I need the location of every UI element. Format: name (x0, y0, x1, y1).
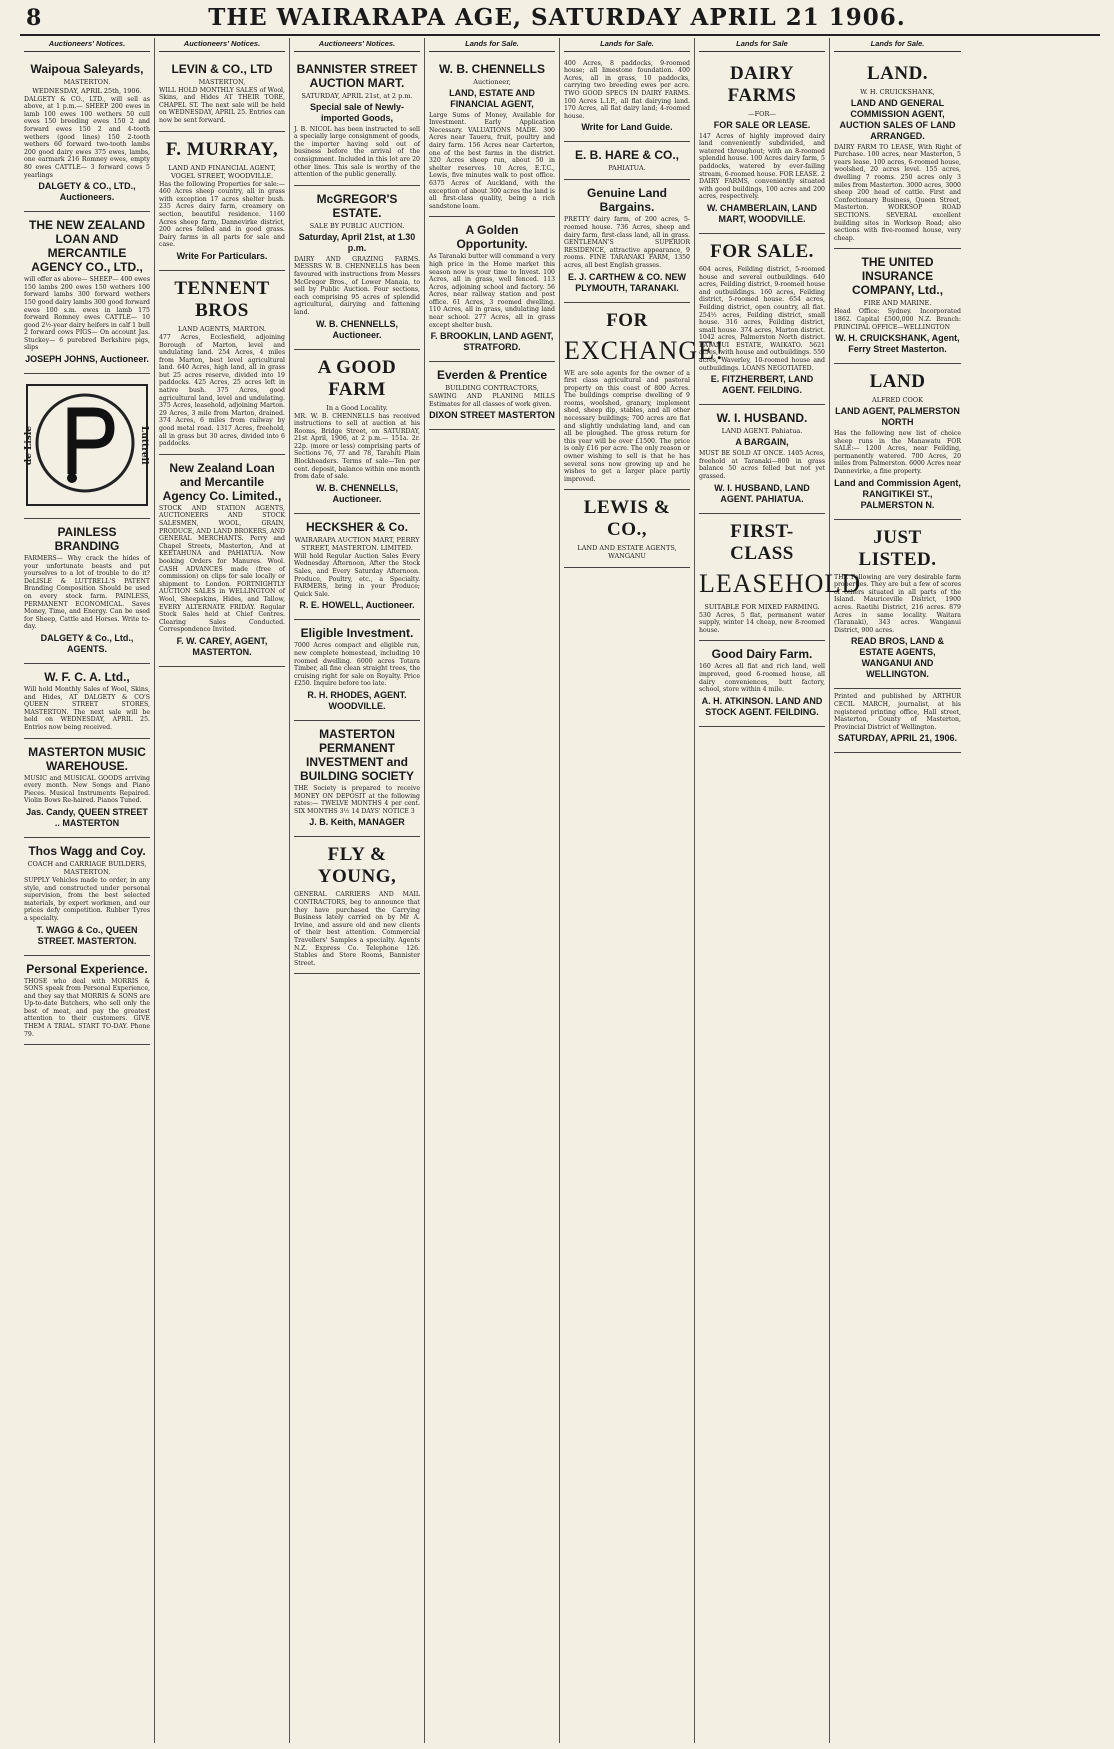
advertisement (24, 519, 150, 664)
ad-signoff: E. FITZHERBERT, LAND AGENT. FEILDING. (710, 374, 814, 396)
ad-body: DAIRY FARM TO LEASE, With Right of Purchase. 100 acres, near Masterton, 5 years lease. 100 acres, 6-roomed house, woolshed, 20 acres level. 155 acres, dwelling 7 rooms. 250 acres only 3 miles from Masterton. 3000 acres, 3000 sheep 200 head of cattle. First and Confectionary Business, Queen Street, Masterton. WORKSOP ROAD SECTIONS. SEVERAL excellent building sites in Worksop Road; also sections with five-roomed house, very cheap. (834, 143, 961, 242)
column-4 (425, 38, 560, 1743)
ad-body: Large Sums of Money, Available for Investment. Early Application Necessary. VALUATIONS MADE. 300 Acres near Taueru, fruit, poultry and dairy farm. 156 Acres near Carterton, one of the best farms in the district. 320 Acres sheep run, about 50 in shelter reserves. 10 Acres, E.T.C., Lewis, five minutes walk to post office. 6375 Acres of Auckland, with the exception of about 300 acres the land is all first-class quality, being a rich sandstone loam. (429, 111, 555, 210)
column-3 (290, 38, 425, 1743)
advertisement (834, 520, 961, 690)
ad-heading: F. MURRAY, (165, 138, 279, 160)
ad-heading: MASTERTON PERMANENT INVESTMENT and BUILDING SOCIETY (299, 726, 414, 783)
ad-body: 400 Acres, 8 paddocks, 9-roomed house; all limestone foundation. 400 Acres, all in grass, 10 paddocks, carrying two breeding ewes per acre. TWO GOOD SPECS IN DAIRY FARMS. 100 Acres L.I.P., all flat dairying land. 170 Acres, all flat dairy land; 4-roomed house. (564, 59, 690, 120)
column-1 (20, 38, 155, 1743)
column-header: Lands for Sale. (834, 38, 961, 52)
ad-signoff: Land and Commission Agent, RANGITIKEI ST., PALMERSTON N. (834, 477, 961, 510)
ad-subheading: MASTERTON. (63, 77, 111, 86)
advertisement (699, 641, 825, 726)
ad-signoff: W. CHAMBERLAIN, LAND MART, WOODVILLE. (707, 202, 817, 224)
ad-body: MR. W. B. CHENNELLS has received instructions to sell at auction at his Rooms, Bridge Street, on SATURDAY, 21st April, 1906, at 2 p.m.— 151a. 2r. 22p. (more or less) comprising parts of Sections 76, 77 and 78, Tarahiti Plain Blockheaders. Terms of sale—Ten per cent. deposit, balance within one month from date of sale. (294, 412, 420, 481)
ad-signoff: Write For Particulars. (176, 250, 268, 261)
advertisement (24, 838, 150, 956)
ad-subheading-secondary: A BARGAIN, (735, 437, 789, 448)
ad-body: PRETTY dairy farm, of 200 acres, 5-roomed house. 736 Acres, sheep and dairy farm, first-class land, all in grass. GENTLEMAN'S SUPERIOR RESIDENCE, attractive appearance, 9 rooms. FINE TARANAKI FARM, 1350 acres, all best English grasses. (564, 216, 690, 269)
advertisement (24, 212, 150, 374)
ad-body: THE Society is prepared to receive MONEY ON DEPOSIT at the following rates:— TWELVE MONTHS 4 per cent. SIX MONTHS 3½ 14 DAYS' NOTICE 3 (294, 784, 420, 815)
ad-subheading: LAND AGENTS, MARTON. (177, 324, 267, 333)
ad-signoff: A. H. ATKINSON. LAND AND STOCK AGENT. FEILDING. (701, 695, 823, 717)
ad-heading: New Zealand Loan and Mercantile Agency Co. Limited., (162, 460, 282, 503)
ad-heading: LAND. (866, 62, 929, 84)
ad-signoff: W. B. CHENNELLS, Auctioneer. (315, 318, 398, 340)
column-header: Lands for Sale (699, 38, 825, 52)
ad-subheading: MASTERTON, (198, 77, 246, 86)
ad-signoff: W. B. CHENNELLS, Auctioneer. (315, 482, 398, 504)
ad-body: Will hold Regular Auction Sales Every Wednesday Afternoon, After the Stock Sales, and Every Saturday Afternoon. Produce, Poultry, etc., a Specialty. FARMERS, bring in your Produce; Quick Sale. (294, 552, 420, 598)
advertisement (294, 350, 420, 514)
ad-heading: Personal Experience. (26, 961, 148, 976)
ad-heading: LAND (869, 371, 926, 393)
ad-body: STOCK AND STATION AGENTS, AUCTIONEERS AND STOCK SALESMEN, WOOL, GRAIN, PRODUCE, AND LAND BROKERS, AND GENERAL MERCHANTS. Perry and Chapel Streets, Masterton, And at KEETAHUNA and PAHIATUA. Now booking Orders for Manures. Wool. CASH ADVANCES made (free of commission) on clips for sale locally or shipment to London. FORTNIGHTLY AUCTION SALES in WELLINGTON of Wool, Sheepskins, Hides, and Tallow, EVERY ALTERNATE FRIDAY. Regular Stock Sales held at Chief Centres. Clearing Sales Conducted. Correspondence Invited. (159, 504, 285, 634)
ad-heading: TENNENT BROS (174, 277, 270, 321)
ad-signoff: Jas. Candy, QUEEN STREET .. MASTERTON (26, 806, 148, 828)
ad-heading: HECKSHER & Co. (305, 519, 408, 534)
ad-body: Has the following Properties for sale:— 460 Acres sheep country, all in grass with exception 17 acres shelter bush. 235 Acres dairy farm, creamery on section, beautiful residence. 1160 Acres sheep farm, Dannevirke district, 200 acres felled and in good grass. Dairy farms in all parts for sale and case. (159, 180, 285, 249)
ad-heading: THE UNITED INSURANCE COMPANY, Ltd., (851, 255, 944, 298)
ad-subheading: Auctioneer, (473, 77, 511, 86)
ad-display-text: LEASEHOLD (699, 568, 862, 598)
advertisement (24, 374, 150, 519)
ad-heading: W. I. HUSBAND. (716, 411, 808, 426)
ad-signoff: W. I. HUSBAND, LAND AGENT. PAHIATUA. (714, 482, 810, 504)
ad-body: WE are sole agents for the owner of a first class agricultural and pastoral property on this coast of 800 Acres. The buildings comprise dwelling of 9 rooms, woolshed, granary, implement shed, sheep dip, stables, and all other necessary buildings; 700 acres are flat and slightly undulating land, and can all be ploughed. The gross return for this year will be over £1500. The price is only £16 per acre. The only reason or owner wishing to sell is that he has several sons now growing up and he wishes to get a larger place partly improved. (564, 369, 690, 483)
ad-subheading: SUITABLE FOR MIXED FARMING. (704, 602, 820, 611)
ad-signoff: F. BROOKLIN, LAND AGENT, STRATFORD. (430, 331, 554, 353)
advertisement (294, 514, 420, 621)
column-header: Auctioneers' Notices. (24, 38, 150, 52)
column-header: Lands for Sale. (429, 38, 555, 52)
ad-body: GENERAL CARRIERS AND MAIL CONTRACTORS, beg to announce that they have purchased the Carrying Business lately carried on by Mr A. Irvine, and assure old and new clients of their best attention. Commercial Travellers' Samples a specialty. Agents N.Z. Express Co. Telephone 126. Stables and Store Rooms, Bannister Street. (294, 891, 420, 967)
ad-subheading: In a Good Locality. (326, 403, 388, 412)
ad-heading: A GOOD FARM (317, 356, 397, 400)
advertisement (159, 455, 285, 667)
ad-body: 530 Acres, 5 flat, permanent water supply, winter 14 cheap, new 8-roomed house. (699, 611, 825, 634)
ad-body: DALGETY & CO., LTD., will sell as above, at 1 p.m.— SHEEP 200 ewes in lamb 100 ewes 100 wethers 50 cull ewes 150 breeding ewes 150 2 and forward ewes 150 2 and 4-tooth wethers (good lines) 150 2-tooth wethers 60 forward two-tooth lambs 200 good dairy ewes 375 ewes, lambs, one earmark 216 Romney ewes, empty 80 ewes CATTLE— 3 forward cows 5 yearlings (24, 95, 150, 179)
advertisement (159, 56, 285, 132)
advertisement (294, 56, 420, 186)
ad-subheading-secondary: Special sale of Newly-imported Goods, (309, 101, 405, 123)
ad-signoff: J. B. Keith, MANAGER (309, 817, 405, 828)
ad-subheading-secondary: LAND AGENT, PALMERSTON NORTH (835, 406, 960, 428)
advertisement (834, 364, 961, 520)
ad-subheading-secondary: LAND, ESTATE AND FINANCIAL AGENT, (449, 87, 535, 109)
advertisement (564, 56, 690, 143)
advertisement (429, 56, 555, 218)
advertisement (294, 620, 420, 721)
ad-heading: PAINLESS BRANDING (54, 525, 120, 554)
ad-signoff: E. J. CARTHEW & CO. NEW PLYMOUTH, TARANAKI. (567, 271, 686, 293)
ad-signoff: F. W. CAREY, AGENT, MASTERTON. (176, 635, 268, 657)
advertisement (699, 514, 862, 642)
advertisement (429, 362, 555, 430)
ad-body: SAWING AND PLANING MILLS Estimates for all classes of work given. (429, 393, 555, 408)
ad-subheading-secondary: FOR SALE OR LEASE. (713, 119, 811, 130)
ad-heading: W. B. CHENNELLS (438, 61, 545, 76)
brand-p-icon (24, 386, 142, 500)
ad-subheading: SALE BY PUBLIC AUCTION. (309, 221, 405, 230)
ad-signoff: Write for Land Guide. (581, 122, 673, 133)
ad-body: THOSE who deal with MORRIS & SONS speak from Personal Experience, and they say that MORRIS & SONS are Up-to-date Butchers, who sell only the best of meat, and pay the greatest attention to their customers. GIVE THEM A TRIAL. START TO-DAY. Phone 79. (24, 977, 150, 1038)
columns-container (20, 38, 1100, 1743)
column-header: Auctioneers' Notices. (294, 38, 420, 52)
ad-body: MUST BE SOLD AT ONCE. 1405 Acres, freehold at Taranaki—800 in grass balance 50 acres felled but not yet grassed. (699, 450, 825, 481)
ad-body: FARMERS— Why crack the hides of your unfortunate beasts and put yourselves to a lot of trouble to do it? DeLISLE & LUTTRELL'S PATENT Branding Composition Should be used on every stock farm. PAINLESS, PERMANENT ECONOMICAL. Saves Money, Time, and Energy. Can be used for Sheep, Cattle and Horses. Write to-day. (24, 555, 150, 631)
brand-left-text: de Lisle (24, 426, 34, 466)
ad-heading: FOR (606, 309, 648, 331)
ad-heading: LEWIS & CO., (583, 497, 671, 541)
ad-heading: FIRST-CLASS (730, 520, 794, 564)
ad-subheading: SATURDAY, APRIL 21st, at 2 p.m. (301, 91, 413, 100)
brand-right-text: Luttrell (139, 426, 149, 465)
ad-body: J. B. NICOL has been instructed to sell a specially large consignment of goods, the importer having sold out of business before the arrival of the consignment. Included in this lot are 20 other lines. This sale is worthy of the attention of the public generally. (294, 125, 420, 179)
column-header: Auctioneers' Notices. (159, 38, 285, 52)
ad-body: DAIRY AND GRAZING FARMS. MESSRS W. B. CHENNELLS has been favoured with instructions from Messrs McGregor Bros., of Lower Manaia, to sell by Public Auction. Four sections, each comprising 95 acres of splendid agricultural, dairying and fattening land. (294, 255, 420, 316)
advertisement (699, 405, 825, 513)
ad-heading: BANNISTER STREET AUCTION MART. (296, 61, 418, 90)
advertisement (24, 956, 150, 1046)
advertisement (294, 837, 420, 974)
ad-subheading-secondary: LAND AND GENERAL COMMISSION AGENT, AUCTION SALES OF LAND ARRANGED. (839, 97, 956, 141)
ad-heading: W. F. C. A. Ltd., (44, 670, 130, 684)
page-number: 8 (26, 5, 42, 31)
ad-signoff: DALGETY & CO., LTD., Auctioneers. (38, 181, 136, 203)
masthead-rule (20, 34, 1100, 36)
advertisement (834, 249, 961, 364)
newspaper-title: THE WAIRARAPA AGE, SATURDAY APRIL 21 1906. (208, 4, 906, 31)
advertisement (564, 142, 690, 180)
ad-heading: E. B. HARE & CO., (574, 148, 679, 163)
ad-body: WILL HOLD MONTHLY SALES of Wool, Skins, and Hides AT THEIR TORE, CHAPEL ST. The next sale will be held on WEDNESDAY, APRIL 25. Entries can now be sent forward. (159, 86, 285, 124)
column-header: Lands for Sale. (564, 38, 690, 52)
ad-heading: A Golden Opportunity. (456, 223, 528, 252)
column-2 (155, 38, 290, 1743)
ad-body: Head Office: Sydney. Incorporated 1862. Capital £500,000 N.Z. Branch: PRINCIPAL OFFICE—WELLINGTON (834, 308, 961, 331)
ad-subheading: PAHIATUA. (608, 164, 646, 173)
ad-signoff: DALGETY & Co., Ltd., AGENTS. (40, 633, 134, 654)
ad-body: 7000 Acres compact and eligible run, new complete homestead, including 10 roomed dwelling. 6000 acres Totara Timber, all fine clean straight trees, the cruising right for sale on Royalty. Price £250. Inquire before too late. (294, 642, 420, 688)
ad-subheading: COACH and CARRIAGE BUILDERS, MASTERTON. (27, 859, 147, 876)
ad-subheading: BUILDING CONTRACTORS, (445, 384, 539, 393)
advertisement (159, 271, 285, 455)
ad-heading: Thos Wagg and Coy. (28, 843, 146, 858)
advertisement (294, 721, 420, 837)
ad-subheading: FIRE AND MARINE. (863, 299, 932, 308)
ad-signoff: JOSEPH JOHNS, Auctioneer. (25, 354, 149, 365)
ad-signoff: W. H. CRUICKSHANK, Agent, Ferry Street Masterton. (835, 333, 960, 355)
column-6 (695, 38, 862, 1743)
ad-subheading: WAIRARAPA AUCTION MART, PERRY STREET, MASTERTON. LIMITED. (294, 535, 420, 552)
ad-body: Printed and published by ARTHUR CECIL MARCH, journalist, at his registered printing office, Hall street, Masterton, County of Masterton, Provincial District of Wellington. (834, 693, 961, 731)
ad-body: SUPPLY Vehicles made to order, in any style, and constructed under personal supervision, from the best selected materials, by expert workmen, and our prices defy competition. Rubber Tyres a specialty. (24, 876, 150, 922)
ad-heading: THE NEW ZEALAND LOAN AND MERCANTILE AGENCY CO., LTD., (29, 218, 145, 275)
ad-heading: MASTERTON MUSIC WAREHOUSE. (28, 744, 146, 773)
ad-subheading: —FOR— (748, 109, 776, 118)
ad-subheading: LAND AND FINANCIAL AGENT, VOGEL STREET, WOODVILLE. (168, 163, 276, 180)
masthead (0, 0, 1114, 38)
advertisement (24, 664, 150, 739)
ad-heading: Eligible Investment. (300, 626, 414, 641)
column-5 (560, 38, 725, 1743)
advertisement (159, 132, 285, 271)
ad-body: Will hold Monthly Sales of Wool, Skins, and Hides, AT DALGETY & CO'S QUEEN STREET STORES, MASTERTON. The next sale will be held on WEDNESDAY, APRIL 25. Entries now being received. (24, 686, 150, 731)
ad-heading: JUST LISTED. (858, 526, 937, 570)
brand-logo (26, 384, 148, 506)
ad-heading: Everden & Prentice (436, 368, 548, 383)
column-7 (830, 38, 965, 1743)
ad-body: As Taranaki butter will command a very high price in the Home market this season now is your time to Invest. 100 Acres, all in grass, well fenced. 113 Acres, adjoining school and factory. 56 Acres, near railway station and post office. 61 Acres, 3 roomed dwelling. 110 Acres, all in grass, undulating land near school. 277 Acres, all in grass except shelter bush. (429, 253, 555, 329)
ad-body: 477 Acres, Ecclesfield, adjoining Borough of Marton, level and undulating land. 254 Acres, 4 miles from Marton, best level agricultural land. 640 Acres, high land, all in grass but 25 acres reserve, divided into 19 paddocks. 425 Acres, 25 acres left in native bush. 375 Acres, good agricultural land, level and undulating. 375 Acres, leasehold, adjoining Marton. 29 Acres, 3 mile from Marton, drained. 374 Acres, 6 miles from railway by good metal road. 1317 Acres, freehold, all in grass but 30 acres, divided into 6 paddocks. (159, 333, 285, 448)
ad-heading: McGREGOR'S ESTATE. (316, 191, 398, 220)
ad-signoff: SATURDAY, APRIL 21, 1906. (837, 733, 958, 744)
ad-signoff: T. WAGG & Co., QUEEN STREET. MASTERTON. (36, 924, 138, 946)
advertisement (564, 180, 690, 302)
ad-body: 604 acres, Feilding district, 5-roomed house and several outbuildings. 640 acres, Feilding district, 9-roomed house and outbuildings. 160 acres, Feilding district, 5-roomed house. 654 acres, Feilding district, open country, all flat. 254½ acres, Feilding district, small house. 316 acres, Feilding district, small house. 374 acres, Marton district. 1042 acres, Palmerston North district. RATANUI ESTATE, WAIKATO. 5621 acres, with house and outbuildings. 550 acres, Waverley, 10-roomed house and outbuildings. LOANS NEGOTIATED. (699, 265, 825, 372)
ad-subheading: ALFRED COOK (872, 396, 923, 405)
advertisement (564, 303, 725, 491)
advertisement (564, 490, 690, 568)
ad-signoff: DIXON STREET MASTERTON (429, 410, 555, 421)
ad-heading: Waipoua Saleyards, (30, 61, 144, 76)
ad-signoff: READ BROS, LAND & ESTATE AGENTS, WANGANUI AND WELLINGTON. (850, 636, 944, 680)
ad-body: THE Following are very desirable farm properties. They are but a few of scores of others situated in all parts of the Island. Mauriceville District, 1900 acres. Raetihi District, 216 acres. 879 Acres in same locality. Waitara (Taranaki), 343 acres. Wanganui District, 900 acres. (834, 573, 961, 634)
advertisement (699, 56, 825, 234)
advertisement (24, 739, 150, 838)
ad-signoff: R. H. RHODES, AGENT. WOODVILLE. (307, 689, 407, 711)
ad-subheading: LAND AGENT. Pahiatua. (721, 427, 803, 436)
ad-body: Has the following new list of choice sheep runs in the Manawatu FOR SALE:— 1200 Acres, near Feilding, permanently watered. 700 Acres, 20 miles from Palmerston. 6000 Acres near Dannevirke, a fine property. (834, 430, 961, 476)
ad-heading: FLY & YOUNG, (317, 844, 397, 888)
ad-signoff: R. E. HOWELL, Auctioneer. (299, 600, 415, 611)
ad-body: will offer as above— SHEEP— 400 ewes 150 lambs 200 ewes 150 wethers 100 forward lambs 300 forward wethers 150 good dairy lambs 300 good forward ewes 100 s.m. ewes in lamb 175 forward Romney ewes CATTLE— 10 good 2½-year dairy heifers in calf 1 bull 2 forward cows PIGS— On account Jas. Stuckey— 6 purebred Berkshire pigs, slips (24, 276, 150, 352)
ad-heading: LEVIN & CO., LTD (171, 61, 273, 76)
ad-heading: FOR SALE. (710, 240, 814, 262)
ad-subheading-secondary: Saturday, April 21st, at 1.30 p.m. (298, 231, 416, 253)
ad-heading: Genuine Land Bargains. (586, 186, 667, 215)
ad-heading: Good Dairy Farm. (711, 647, 813, 662)
ad-subheading: LAND AND ESTATE AGENTS, WANGANU (577, 544, 677, 561)
ad-body: 160 Acres all flat and rich land, well improved, good 6-roomed house, all dairy conveniences, butt factory, school, store within 4 mile. (699, 663, 825, 694)
ad-date: WEDNESDAY, APRIL 25th, 1906. (32, 86, 142, 95)
advertisement (834, 689, 961, 753)
ad-subheading: W. H. CRUICKSHANK, (860, 87, 935, 96)
advertisement (294, 186, 420, 350)
ad-body: MUSIC and MUSICAL GOODS arriving every month. New Songs and Piano Pieces. Musical Instruments Repaired. Violin Bows Re-haired. Pianos Tuned. (24, 774, 150, 805)
advertisement (699, 234, 825, 405)
ad-heading: DAIRY FARMS (727, 62, 797, 106)
ad-display-text: EXCHANGE! (564, 335, 725, 365)
advertisement (834, 56, 961, 250)
ad-body: 147 Acres of highly improved dairy land conveniently subdivided, and watered throughout; with an 8-roomed splendid house. 100 Acres dairy farm, 5 paddocks, watered by ever-failing stream, 6-roomed house. FOR LEASE. 2 DAIRY FARMS, conveniently situated with good buildings, 100 acres and 200 acres, respectively. (699, 132, 825, 201)
advertisement (429, 217, 555, 362)
advertisement (24, 56, 150, 213)
